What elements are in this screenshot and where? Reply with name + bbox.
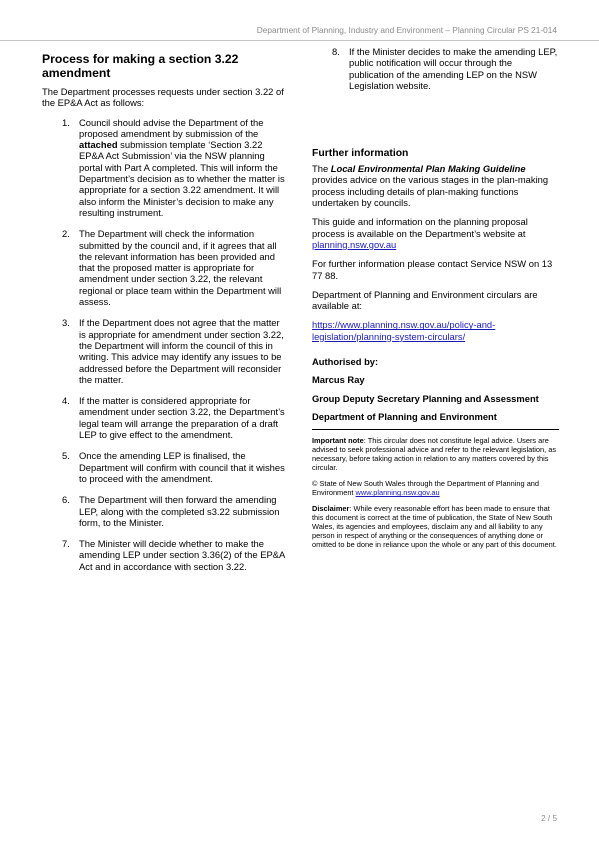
spacer xyxy=(312,101,559,147)
website-paragraph xyxy=(312,216,559,250)
step-text: Once the amending LEP is finalised, the Department will confirm with council that it wishes to proceed with the amendment. xyxy=(79,450,285,484)
step-number: 7. xyxy=(62,538,70,550)
website-text: This guide and information on the planning proposal process is available on the Department’s website at xyxy=(312,216,528,239)
list-item xyxy=(42,450,288,484)
step-number: 1. xyxy=(62,116,70,128)
list-item xyxy=(42,317,288,385)
circulars-link-paragraph xyxy=(312,319,559,342)
contact-paragraph: For further information please contact Service NSW on 13 77 88. xyxy=(312,258,553,281)
process-steps-continued xyxy=(312,46,559,91)
step-text: The Minister will decide whether to make the amending LEP under section 3.36(2) of the EP&A Act and in accordance with section 3.22. xyxy=(79,538,285,572)
intro-paragraph: The Department processes requests under section 3.22 of the EP&A Act as follows: xyxy=(42,86,284,109)
page-number: 2 / 5 xyxy=(541,814,557,823)
notes-divider xyxy=(312,429,559,430)
guideline-title: Local Environmental Plan Making Guideline xyxy=(330,163,526,175)
running-header: Department of Planning, Industry and Environment – Planning Circular PS 21-014 xyxy=(256,25,557,35)
important-note xyxy=(312,436,559,472)
step-number: 2. xyxy=(62,228,70,240)
step-text: If the matter is considered appropriate for amendment under section 3.22, the Department’s legal team will arrange the preparation of a draft LEP to give effect to the amendment. xyxy=(79,395,285,441)
step-number: 5. xyxy=(62,450,70,462)
step-text: The Department will then forward the amending LEP, along with the completed s3.22 submission form, to the Minister. xyxy=(79,494,280,528)
step-number: 4. xyxy=(62,395,70,407)
copyright-link[interactable]: www.planning.nsw.gov.au xyxy=(355,488,440,498)
circulars-paragraph: Department of Planning and Environment circulars are available at: xyxy=(312,288,538,312)
step-text: The Department will check the information submitted by the council and, if it agrees that all the relevant information has been provided and that the proposed matter is appropriate for amendment under section 3.22, the relevant regional or place team within the Department will assess. xyxy=(79,228,282,308)
further-information-heading: Further information xyxy=(312,148,409,160)
signatory-role: Group Deputy Secretary Planning and Assessment xyxy=(312,392,539,404)
list-item xyxy=(312,46,559,91)
copyright-text: © State of New South Wales through the Department of Planning and Environment xyxy=(312,479,540,498)
disclaimer-text: : While every reasonable effort has been made to ensure that this document is correct at the time of publication, the State of New South Wales, its agencies and employees, disclaim any and all liability to any person in respect of anything or the consequences of anything done or omitted to be done in reliance upon the whole or any part of this document. xyxy=(312,504,557,550)
step-number: 8. xyxy=(332,46,340,57)
important-note-text: : This circular does not constitute legal advice. Users are advised to seek professional advice and refer to the relevant legislation, as necessary, before taking action in relation to any matters covered by this circular. xyxy=(312,436,557,473)
guideline-text-post: provides advice on the various stages in the plan-making process including details of plan-making functions undertaken by councils. xyxy=(312,174,549,209)
signatory-name: Marcus Ray xyxy=(312,374,365,386)
step-text: If the Minister decides to make the amending LEP, public notification will occur through the publication of the amending LEP on the NSW Legislation website. xyxy=(349,46,558,91)
list-item xyxy=(42,228,288,307)
planning-website-link[interactable]: planning.nsw.gov.au xyxy=(312,238,397,250)
step-text-pre: Council should advise the Department of the proposed amendment by submission of the xyxy=(79,116,264,139)
guideline-paragraph xyxy=(312,163,559,208)
section-title: Process for making a section 3.22 amendment xyxy=(42,52,239,80)
right-column xyxy=(312,46,559,556)
authorised-by-label: Authorised by: xyxy=(312,356,379,368)
copyright-note xyxy=(312,479,559,497)
signatory-department: Department of Planning and Environment xyxy=(312,410,497,422)
left-column xyxy=(42,52,288,582)
list-item xyxy=(42,117,288,219)
step-number: 3. xyxy=(62,317,70,329)
step-number: 6. xyxy=(62,494,70,506)
important-note-label: Important note xyxy=(312,436,364,446)
circulars-link[interactable]: https://www.planning.nsw.gov.au/policy-and-legislation/planning-system-circulars/ xyxy=(312,319,496,342)
process-steps-list xyxy=(42,117,288,572)
header-divider xyxy=(0,40,599,41)
list-item xyxy=(42,538,288,572)
attached-emphasis: attached xyxy=(79,139,118,151)
step-text: If the Department does not agree that the matter is appropriate for amendment under section 3.22, the Department will inform the council of this in writing. This advice may identify any issues to be addressed before the Department will reconsider the matter. xyxy=(79,317,284,385)
disclaimer-note xyxy=(312,504,559,549)
list-item xyxy=(42,494,288,528)
guideline-text-pre: The xyxy=(312,163,331,175)
step-text-post: submission template ‘Section 3.22 EP&A Act Submission’ via the NSW planning portal with Part A completed. This will inform the Department’s decision as to whether the matter is appropriate for a section 3.22 amendment. It will also inform the Minister’s decision to make any resulting instrument. xyxy=(79,139,285,218)
disclaimer-label: Disclaimer xyxy=(312,504,350,514)
list-item xyxy=(42,395,288,440)
